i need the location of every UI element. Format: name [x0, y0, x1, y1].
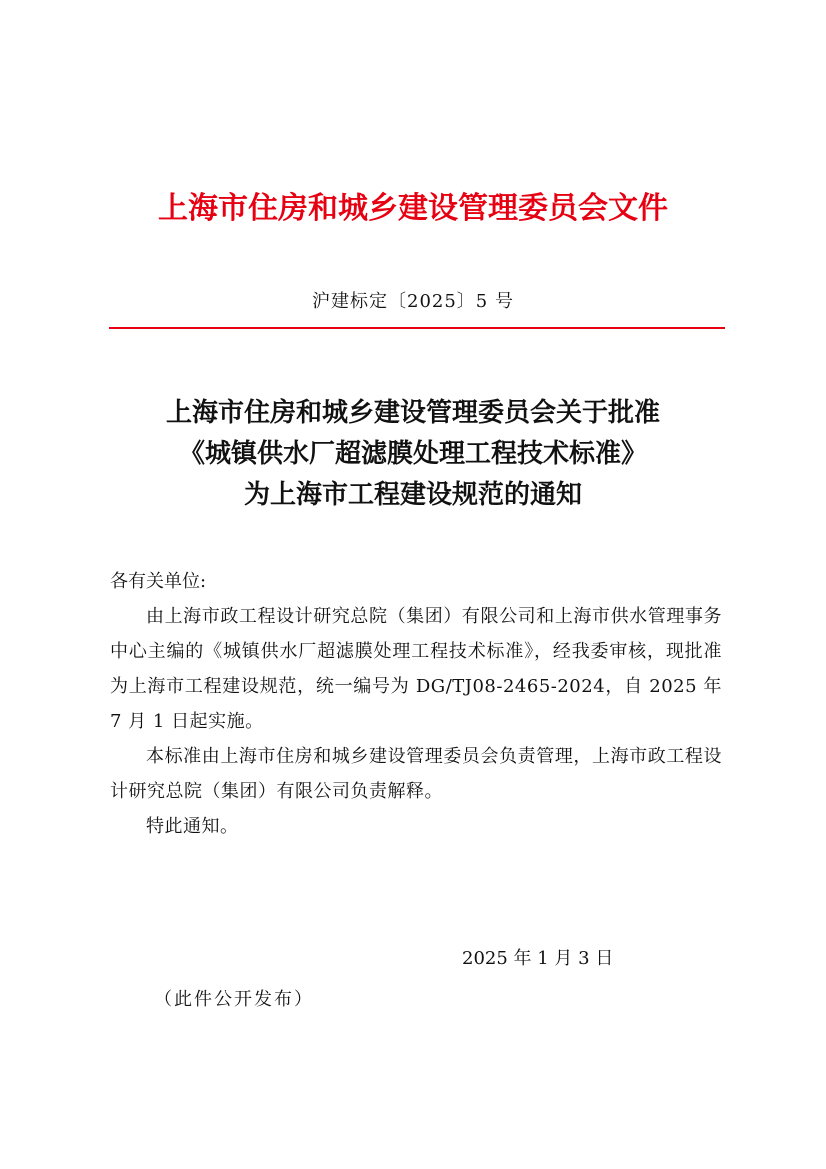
issue-date: 2025 年 1 月 3 日 [462, 948, 614, 969]
body-paragraph-approval: 由上海市政工程设计研究总院（集团）有限公司和上海市供水管理事务中心主编的《城镇供水厂超滤膜处理工程技术标准》，经我委审核，现批准为上海市工程建设规范，统一编号为 DG/TJ08-2465-2024，自 2025 年 7 月 1 日起实施。 [110, 606, 722, 732]
publish-note: （此件公开发布） [154, 989, 314, 1010]
salutation: 各有关单位: [110, 571, 207, 592]
body-paragraph-management: 本标准由上海市住房和城乡建设管理委员会负责管理，上海市政工程设计研究总院（集团）有限公司负责解释。 [110, 746, 722, 802]
notice-body [110, 564, 722, 844]
notice-title [0, 393, 826, 516]
document-number: 沪建标定〔2025〕5 号 [312, 291, 514, 312]
body-paragraph-closing: 特此通知。 [146, 816, 239, 837]
document-header-title: 上海市住房和城乡建设管理委员会文件 [158, 191, 668, 226]
red-divider-line [109, 327, 725, 329]
notice-title-line-2: 《城镇供水厂超滤膜处理工程技术标准》 [178, 439, 647, 469]
notice-title-line-3: 为上海市工程建设规范的通知 [243, 480, 582, 510]
notice-title-line-1: 上海市住房和城乡建设管理委员会关于批准 [165, 398, 660, 428]
